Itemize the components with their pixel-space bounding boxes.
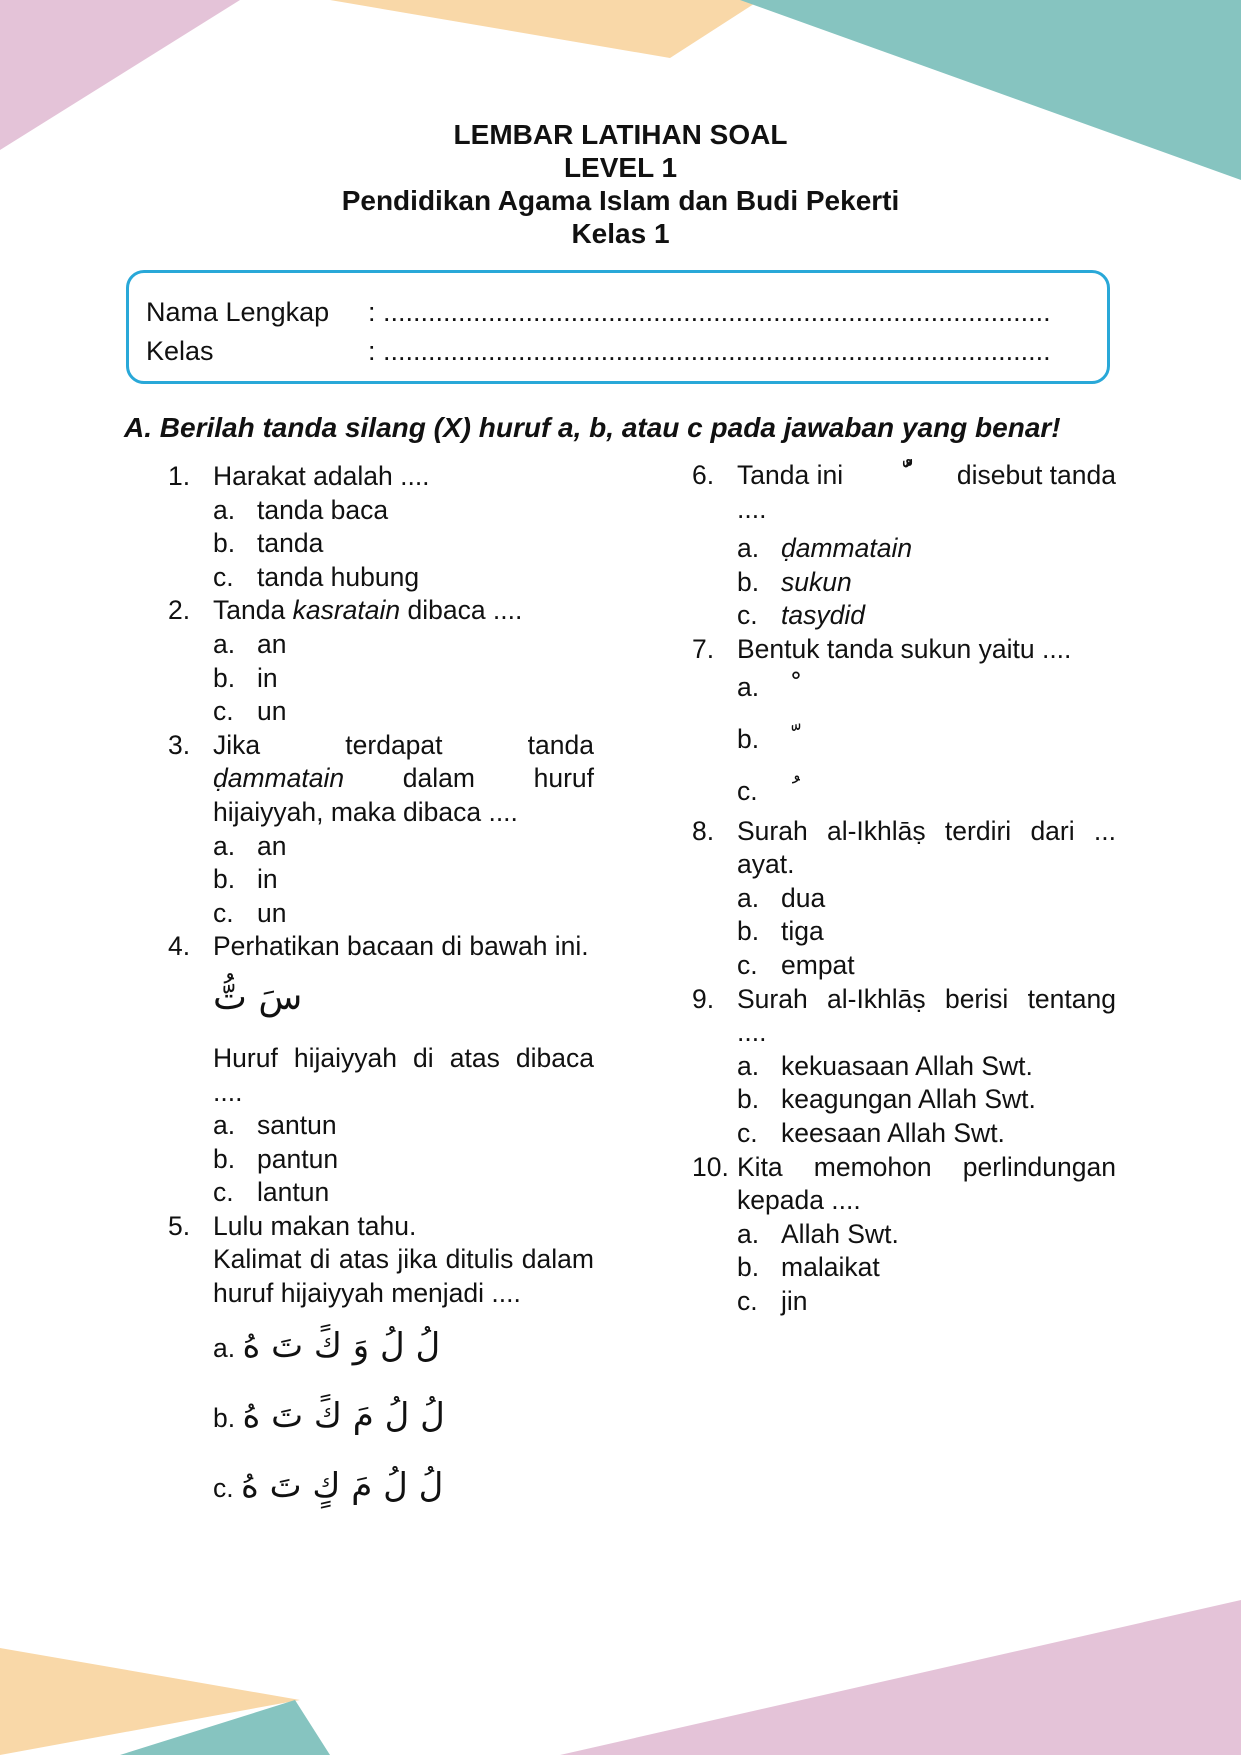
left-question-column — [168, 460, 594, 1521]
question-10 — [692, 1151, 1116, 1319]
question-text: Surah al-Ikhlāṣ terdiri dari ... ayat. — [737, 815, 1116, 880]
option-text: sukun — [781, 566, 852, 597]
header-level: LEVEL 1 — [563, 152, 678, 183]
option-text: pantun — [257, 1143, 339, 1174]
option-c[interactable]: c. lantun — [213, 1177, 330, 1208]
question-text: Jika terdapat tanda ḍammatain dalam huruf hijaiyyah, maka dibaca .... — [213, 729, 594, 827]
question-number: 6. — [692, 460, 715, 490]
name-label: Nama Lengkap — [146, 297, 330, 327]
header-class: Kelas 1 — [571, 218, 670, 249]
class-label: Kelas — [146, 336, 214, 366]
question-text: Kita memohon perlindungan kepada .... — [737, 1151, 1116, 1216]
worksheet-header — [0, 118, 1241, 250]
question-number: 3. — [168, 729, 191, 760]
option-text: an — [257, 830, 287, 861]
question-subtext: Huruf hijaiyyah di atas dibaca .... — [213, 1042, 594, 1107]
option-c[interactable]: c. empat — [737, 949, 855, 980]
option-c[interactable]: c. لُ لُ مَ كٍ تَ هُ — [213, 1465, 444, 1506]
name-fill-line[interactable]: ......................................................................................... — [383, 297, 1051, 327]
name-separator: : — [368, 297, 376, 327]
identity-box — [126, 270, 1110, 384]
question-4 — [168, 930, 594, 1210]
option-text: un — [257, 696, 287, 727]
option-b[interactable]: b. لُ لُ مَ كً تَ هُ — [213, 1395, 445, 1436]
option-c[interactable]: c. jin — [737, 1285, 808, 1316]
question-6 — [692, 459, 1116, 633]
option-a[interactable]: a. dua — [737, 882, 826, 913]
option-b[interactable]: b. in — [213, 662, 278, 693]
option-c[interactable]: c. — [737, 775, 758, 806]
question-text: Tanda kasratain dibaca .... — [213, 595, 523, 626]
question-number: 4. — [168, 931, 191, 962]
question-9 — [692, 983, 1116, 1151]
option-a[interactable]: a. an — [213, 830, 287, 861]
right-question-column — [692, 459, 1116, 1318]
option-a[interactable]: a. ḍammatain — [737, 533, 913, 564]
question-8 — [692, 815, 1116, 983]
option-c[interactable]: c. tasydid — [737, 600, 865, 631]
option-text: in — [257, 864, 278, 895]
question-text: Tanda ini disebut tanda .... — [737, 460, 1116, 524]
option-c[interactable]: c. keesaan Allah Swt. — [737, 1117, 1005, 1148]
option-text: keesaan Allah Swt. — [781, 1117, 1005, 1148]
option-text: dua — [781, 882, 826, 913]
section-a-instruction: A. Berilah tanda silang (X) huruf a, b, atau c pada jawaban yang benar! — [124, 412, 1061, 443]
name-row — [146, 297, 1051, 328]
arabic-option: لُ لُ وَ كً تَ هُ — [242, 1325, 441, 1366]
option-text: an — [257, 628, 287, 659]
class-fill-line[interactable]: ......................................................................................... — [383, 336, 1051, 366]
class-row — [146, 336, 1051, 367]
question-text: Surah al-Ikhlāṣ berisi tentang .... — [737, 983, 1116, 1048]
option-b[interactable]: b. tanda — [213, 528, 324, 559]
option-b[interactable]: b. sukun — [737, 566, 852, 597]
option-a[interactable]: a. — [737, 671, 760, 702]
option-b[interactable]: b. — [737, 723, 760, 754]
option-text: lantun — [257, 1177, 330, 1208]
question-1 — [168, 460, 594, 594]
option-text: kekuasaan Allah Swt. — [781, 1050, 1033, 1081]
option-a[interactable]: a. tanda baca — [213, 494, 389, 525]
option-a[interactable]: a. santun — [213, 1110, 337, 1141]
option-c[interactable]: c. un — [213, 897, 287, 928]
question-number: 8. — [692, 815, 715, 846]
option-text: Allah Swt. — [781, 1218, 899, 1249]
class-separator: : — [368, 336, 376, 366]
question-7 — [692, 633, 1116, 815]
option-a[interactable]: a. kekuasaan Allah Swt. — [737, 1050, 1033, 1081]
question-text: Bentuk tanda sukun yaitu .... — [737, 633, 1072, 664]
question-number: 5. — [168, 1210, 191, 1241]
option-a[interactable]: a. لُ لُ وَ كً تَ هُ — [213, 1325, 441, 1366]
question-number: 1. — [168, 461, 191, 491]
option-text: tanda hubung — [257, 561, 420, 592]
question-number: 7. — [692, 633, 715, 664]
option-text: keagungan Allah Swt. — [781, 1084, 1036, 1115]
option-text: malaikat — [781, 1252, 880, 1283]
question-text: Perhatikan bacaan di bawah ini. — [213, 931, 589, 962]
question-number: 9. — [692, 983, 715, 1014]
option-text: tanda — [257, 528, 324, 559]
option-c[interactable]: c. un — [213, 696, 287, 727]
question-subtext: Kalimat di atas jika ditulis dalam huruf hijaiyyah menjadi .... — [213, 1244, 594, 1309]
question-text: Lulu makan tahu. — [213, 1210, 417, 1241]
option-text: in — [257, 662, 278, 693]
header-title: LEMBAR LATIHAN SOAL — [453, 119, 788, 150]
option-b[interactable]: b. malaikat — [737, 1252, 880, 1283]
option-text: ḍammatain — [781, 533, 913, 564]
option-a[interactable]: a. an — [213, 628, 287, 659]
header-subject: Pendidikan Agama Islam dan Budi Pekerti — [341, 185, 900, 216]
option-a[interactable]: a. Allah Swt. — [737, 1218, 899, 1249]
option-b[interactable]: b. in — [213, 864, 278, 895]
arabic-option: لُ لُ مَ كٍ تَ هُ — [241, 1465, 444, 1506]
question-2 — [168, 594, 594, 728]
option-b[interactable]: b. tiga — [737, 916, 824, 947]
question-number: 2. — [168, 595, 191, 626]
option-text: tanda baca — [257, 494, 389, 525]
question-3 — [168, 729, 594, 931]
option-b[interactable]: b. keagungan Allah Swt. — [737, 1084, 1036, 1115]
option-c[interactable]: c. tanda hubung — [213, 561, 420, 592]
arabic-word: سَ تُّ — [213, 976, 303, 1018]
option-text: santun — [257, 1110, 337, 1141]
option-text: tiga — [781, 916, 824, 947]
option-text: empat — [781, 949, 855, 980]
option-text: jin — [781, 1285, 808, 1316]
option-text: un — [257, 897, 287, 928]
arabic-option: لُ لُ مَ كً تَ هُ — [242, 1395, 445, 1436]
question-5 — [168, 1210, 594, 1521]
option-b[interactable]: b. pantun — [213, 1143, 339, 1174]
option-text: tasydid — [781, 600, 865, 631]
question-text: Harakat adalah .... — [213, 461, 430, 491]
question-number: 10. — [692, 1151, 729, 1182]
